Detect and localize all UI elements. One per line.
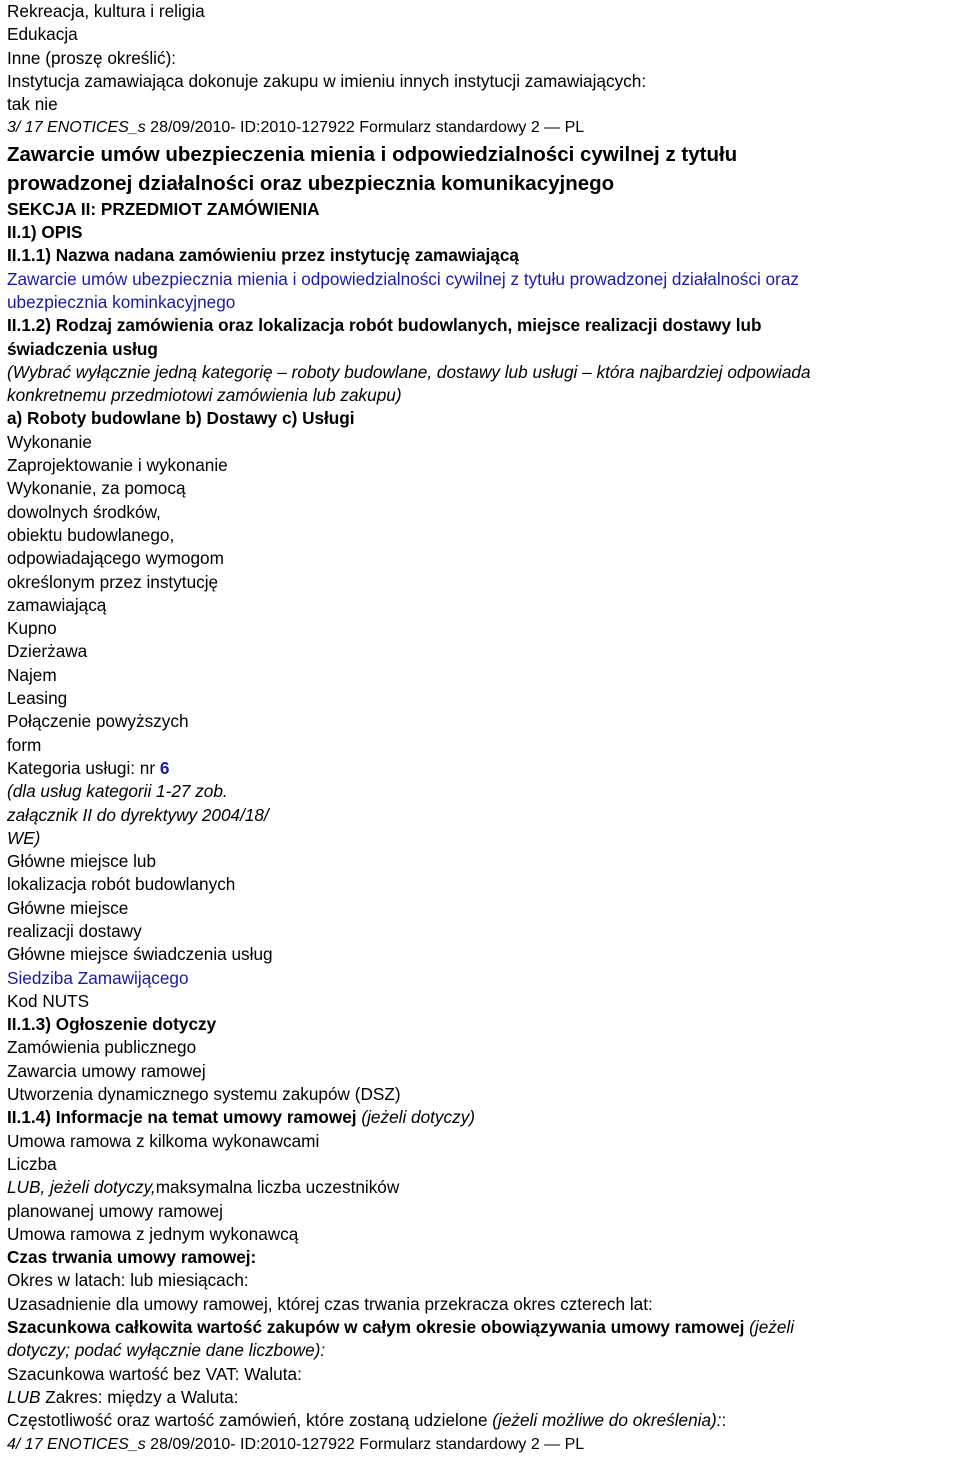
page-header [7, 116, 960, 139]
range-text: Zakres: między a Waluta: [40, 1386, 239, 1407]
framework-or-note: LUB, jeżeli dotyczy, [7, 1177, 156, 1198]
location-label: Główne miejsce [7, 897, 129, 918]
field-heading-notice-concerns: II.1.3) Ogłoszenie dotyczy [7, 1014, 217, 1035]
estimated-value-heading-text: Szacunkowa całkowita wartość zakupów w całym okresie obowiązywania umowy ramowej [7, 1317, 745, 1338]
type-instruction: konkretnemu przedmiotowi zamówienia lub zakupu) [7, 385, 402, 406]
estimated-value-heading [7, 1316, 960, 1339]
framework-multi: Umowa ramowa z kilkoma wykonawcami [7, 1130, 320, 1151]
option-item: Dzierżawa [7, 641, 88, 662]
contract-name-value: ubezpiecznia kominkacyjnego [7, 291, 236, 312]
service-category-value: 6 [159, 757, 170, 778]
frequency-note: (jeżeli możliwe do określenia): [487, 1410, 722, 1431]
framework-max-participants [7, 1176, 960, 1199]
section-heading: SEKCJA II: PRZEDMIOT ZAMÓWIENIA [7, 198, 320, 219]
yes-no-options: tak nie [7, 94, 58, 115]
estimated-value-note: dotyczy; podać wyłącznie dane liczbowe): [7, 1340, 326, 1361]
option-item: Leasing [7, 688, 68, 709]
notice-title-line: Zawarcie umów ubezpieczenia mienia i odpowiedzialności cywilnej z tytułu [7, 142, 738, 166]
estimated-value-range [7, 1386, 960, 1409]
field-heading-type: II.1.2) Rodzaj zamówienia oraz lokalizacja robót budowlanych, miejsce realizacji dostawy lub [7, 315, 762, 336]
framework-heading-text: II.1.4) Informacje na temat umowy ramowej [7, 1107, 357, 1128]
option-item: Połączenie powyższych [7, 711, 189, 732]
framework-justification: Uzasadnienie dla umowy ramowej, której czas trwania przekracza okres czterech lat: [7, 1293, 653, 1314]
framework-duration-period: Okres w latach: lub miesiącach: [7, 1270, 249, 1291]
notice-title-line: prowadzonej działalności oraz ubezpiecznia komunikacyjnego [7, 171, 615, 195]
option-item: zamawiającą [7, 594, 107, 615]
category-item: Edukacja [7, 24, 78, 45]
page-header-lead: 3/ 17 ENOTICES_s [7, 119, 146, 137]
location-label: Główne miejsce świadczenia usług [7, 944, 273, 965]
field-heading-type: świadczenia usług [7, 338, 158, 359]
type-options-heading: a) Roboty budowlane b) Dostawy c) Usługi [7, 408, 355, 429]
service-category [7, 757, 960, 780]
estimated-value-note: (jeżeli [744, 1317, 795, 1338]
field-heading-framework [7, 1106, 960, 1129]
frequency-tail: : [721, 1410, 727, 1431]
framework-max-text: maksymalna liczba uczestników [155, 1177, 400, 1198]
location-label: lokalizacja robót budowlanych [7, 874, 236, 895]
option-item: dowolnych środków, [7, 501, 161, 522]
framework-planned: planowanej umowy ramowej [7, 1200, 223, 1221]
frequency-text: Częstotliwość oraz wartość zamówień, które zostaną udzielone [7, 1410, 488, 1431]
framework-heading-note: (jeżeli dotyczy) [356, 1107, 476, 1128]
purchase-on-behalf-question: Instytucja zamawiająca dokonuje zakupu w imieniu innych instytucji zamawiających: [7, 70, 647, 91]
service-category-note: załącznik II do dyrektywy 2004/18/ [7, 804, 269, 825]
subsection-heading: II.1) OPIS [7, 222, 83, 243]
contract-name-value: Zawarcie umów ubezpiecznia mienia i odpowiedzialności cywilnej z tytułu prowadzonej działalności oraz [7, 268, 799, 289]
category-item: Rekreacja, kultura i religia [7, 1, 205, 21]
notice-concerns-item: Zamówienia publicznego [7, 1037, 197, 1058]
field-heading-name: II.1.1) Nazwa nadana zamówieniu przez instytucję zamawiającą [7, 245, 519, 266]
frequency-line [7, 1409, 960, 1432]
estimated-value-vat: Szacunkowa wartość bez VAT: Waluta: [7, 1363, 302, 1384]
location-value: Siedziba Zamawijącego [7, 967, 189, 988]
range-or-note: LUB [7, 1386, 41, 1407]
framework-duration-heading: Czas trwania umowy ramowej: [7, 1247, 257, 1268]
option-item: odpowiadającego wymogom [7, 548, 224, 569]
option-item: obiektu budowlanego, [7, 524, 175, 545]
service-category-note: (dla usług kategorii 1-27 zob. [7, 781, 228, 802]
other-specify: Inne (proszę określić): [7, 47, 177, 68]
option-item: form [7, 734, 42, 755]
page-header [7, 1433, 960, 1456]
notice-title [7, 140, 960, 198]
option-item: Wykonanie [7, 431, 92, 452]
framework-count-label: Liczba [7, 1153, 57, 1174]
option-item: Wykonanie, za pomocą [7, 478, 186, 499]
notice-concerns-item: Utworzenia dynamicznego systemu zakupów (DSZ) [7, 1084, 401, 1105]
option-item: Kupno [7, 618, 57, 639]
framework-single: Umowa ramowa z jednym wykonawcą [7, 1223, 299, 1244]
page-header-date: 28/09/2010- ID:2010-127922 Formularz standardowy 2 — PL [145, 1435, 585, 1453]
option-item: Najem [7, 664, 57, 685]
service-category-label: Kategoria usługi: nr [7, 757, 160, 778]
option-item: określonym przez instytucję [7, 571, 219, 592]
location-label: Główne miejsce lub [7, 851, 157, 872]
page-header-lead: 4/ 17 ENOTICES_s [7, 1435, 146, 1453]
page-header-date: 28/09/2010- ID:2010-127922 Formularz standardowy 2 — PL [145, 119, 585, 137]
location-label: realizacji dostawy [7, 920, 142, 941]
nuts-code-label: Kod NUTS [7, 990, 90, 1011]
notice-concerns-item: Zawarcia umowy ramowej [7, 1060, 206, 1081]
service-category-note: WE) [7, 827, 41, 848]
type-instruction: (Wybrać wyłącznie jedną kategorię – roboty budowlane, dostawy lub usługi – która najbardziej odpowiada [7, 361, 811, 382]
option-item: Zaprojektowanie i wykonanie [7, 455, 228, 476]
